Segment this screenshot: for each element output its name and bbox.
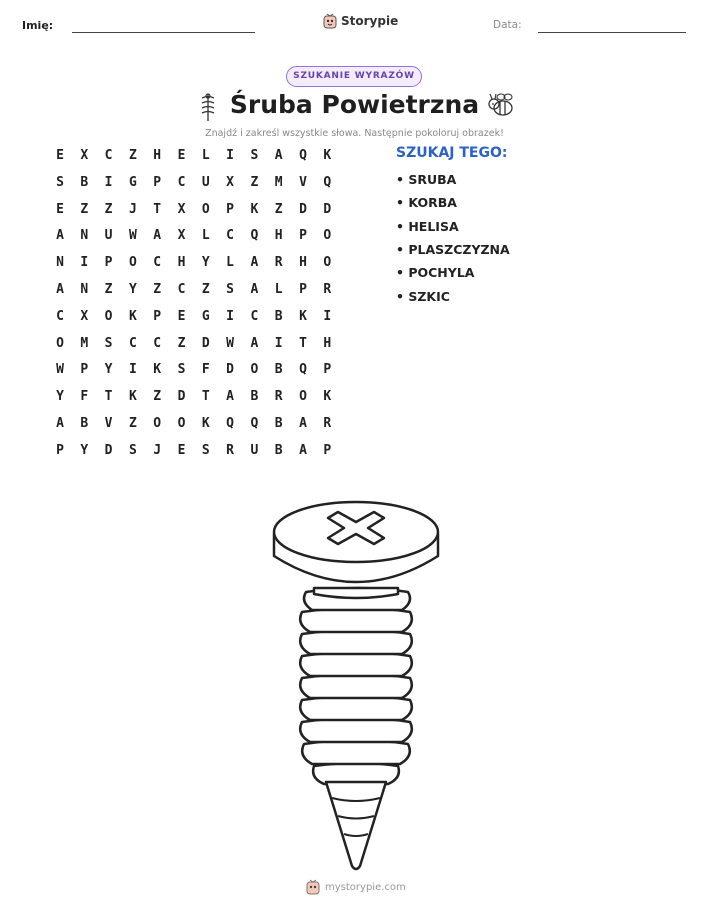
grid-letter: E (177, 442, 186, 458)
grid-letter: G (128, 174, 137, 190)
grid-letter: Z (128, 416, 137, 431)
brand-name: Storypie (341, 14, 399, 28)
grid-letter: O (56, 335, 64, 351)
grid-letter: I (226, 148, 234, 163)
grid-letter: I (323, 308, 332, 324)
grid-letter: A (226, 389, 234, 405)
grid-letter: F (80, 389, 89, 405)
grid-letter: S (56, 174, 64, 190)
grid-letter: H (274, 228, 283, 244)
bee-icon (486, 91, 516, 119)
grid-letter: P (104, 255, 113, 271)
grid-letter: D (201, 335, 210, 351)
grid-letter: Z (177, 335, 186, 351)
grid-letter: K (250, 201, 259, 217)
grid-letter: P (299, 228, 307, 244)
grid-letter: C (104, 148, 113, 163)
grid-letter: O (323, 228, 332, 244)
grid-letter: Z (274, 201, 283, 217)
grid-letter: P (226, 201, 234, 217)
grid-letter: Y (201, 255, 210, 271)
grid-letter: B (274, 362, 283, 378)
grid-letter: K (128, 308, 137, 324)
grid-letter: X (177, 201, 186, 217)
grid-letter: K (201, 416, 210, 431)
grid-letter: A (299, 416, 307, 431)
grid-letter: I (80, 255, 89, 271)
grid-letter: L (201, 148, 210, 163)
grid-letter: Z (201, 282, 210, 297)
grid-letter: Y (104, 362, 113, 378)
grid-letter: P (153, 174, 162, 190)
grid-letter: D (177, 389, 186, 405)
grid-letter: Z (80, 201, 89, 217)
grid-letter: N (80, 282, 89, 297)
grid-letter: Q (226, 416, 234, 431)
grid-letter: E (177, 148, 186, 163)
grid-letter: V (104, 416, 113, 431)
grid-letter: C (226, 228, 234, 244)
grid-letter: Y (56, 389, 64, 405)
grid-letter: B (250, 389, 259, 405)
grid-letter: I (128, 362, 137, 378)
grid-letter: I (274, 335, 283, 351)
grid-letter: C (177, 174, 186, 190)
grid-letter: B (274, 442, 283, 458)
grid-letter: B (274, 416, 283, 431)
grid-letter: O (153, 416, 162, 431)
name-label: Imię: (22, 19, 54, 32)
grid-letter: Z (153, 282, 162, 297)
word-list-item: • SZKIC (396, 289, 450, 304)
grid-letter: Q (250, 228, 259, 244)
word-list-item: • SRUBA (396, 172, 457, 187)
grid-letter: X (177, 228, 186, 244)
grid-letter: D (226, 362, 234, 378)
grid-letter: A (250, 255, 259, 271)
grid-letter: H (323, 335, 332, 351)
grid-letter: B (80, 174, 89, 190)
grid-letter: R (323, 416, 332, 431)
grid-letter: O (128, 255, 137, 271)
grid-letter: Z (104, 201, 113, 217)
grid-letter: E (56, 148, 64, 163)
grid-letter: L (201, 228, 210, 244)
grid-letter: U (201, 174, 210, 190)
grid-letter: S (201, 442, 210, 458)
footer (306, 879, 406, 895)
grid-letter: X (80, 148, 89, 163)
word-list-item: • PLASZCZYZNA (396, 242, 510, 257)
grid-letter: X (80, 308, 89, 324)
grid-letter: M (80, 335, 89, 351)
grid-letter: D (299, 201, 307, 217)
grid-letter: C (128, 335, 137, 351)
grid-letter: A (299, 442, 307, 458)
page-title: Śruba Powietrzna (229, 90, 480, 119)
grid-letter: R (226, 442, 234, 458)
grid-letter: K (323, 148, 332, 163)
grid-letter: P (323, 362, 332, 378)
grid-letter: V (299, 174, 307, 190)
activity-badge: SZUKANIE WYRAZÓW (286, 66, 422, 87)
grid-letter: Z (104, 282, 113, 297)
grid-letter: D (104, 442, 113, 458)
grid-letter: S (104, 335, 113, 351)
grid-letter: A (250, 282, 259, 297)
grid-letter: L (274, 282, 283, 297)
date-line (538, 32, 686, 33)
grid-letter: B (274, 308, 283, 324)
grid-letter: A (56, 228, 64, 244)
screw-illustration (268, 498, 444, 878)
grid-letter: A (250, 335, 259, 351)
grid-letter: P (56, 442, 64, 458)
storypie-logo-icon (323, 13, 337, 29)
grid-letter: G (201, 308, 210, 324)
grid-letter: L (226, 255, 234, 271)
grid-letter: J (128, 201, 137, 217)
grid-letter: K (299, 308, 307, 324)
grid-letter: J (153, 442, 162, 458)
grid-letter: O (177, 416, 186, 431)
footer-url: mystorypie.com (325, 881, 406, 893)
grid-letter: O (299, 389, 307, 405)
grid-letter: D (323, 201, 332, 217)
grid-letter: Y (80, 442, 89, 458)
grid-letter: P (80, 362, 89, 378)
date-label: Data: (493, 19, 522, 31)
grid-letter: Z (128, 148, 137, 163)
grid-letter: P (153, 308, 162, 324)
name-line (72, 32, 255, 33)
grid-letter: K (128, 389, 137, 405)
grid-letter: K (153, 362, 162, 378)
storypie-logo-icon (306, 879, 320, 895)
word-list-item: • POCHYLA (396, 265, 475, 280)
grid-letter: E (56, 201, 64, 217)
grid-letter: C (153, 335, 162, 351)
grid-letter: T (201, 389, 210, 405)
grid-letter: A (274, 148, 283, 163)
grid-letter: E (177, 308, 186, 324)
instructions: Znajdź i zakreśl wszystkie słowa. Następnie pokoloruj obrazek! (205, 128, 504, 139)
grid-letter: U (250, 442, 259, 458)
grid-letter: R (274, 255, 283, 271)
grid-letter: Q (299, 362, 307, 378)
grid-letter: A (153, 228, 162, 244)
grid-letter: S (177, 362, 186, 378)
grid-letter: R (274, 389, 283, 405)
grid-letter: X (226, 174, 234, 190)
grid-letter: C (177, 282, 186, 297)
grid-letter: T (153, 201, 162, 217)
grid-letter: N (80, 228, 89, 244)
grid-letter: P (323, 442, 332, 458)
grid-letter: Z (250, 174, 259, 190)
grid-letter: S (128, 442, 137, 458)
word-list-item: • KORBA (396, 195, 457, 210)
grid-letter: S (250, 148, 259, 163)
grid-letter: K (323, 389, 332, 405)
grid-letter: O (104, 308, 113, 324)
grid-letter: T (104, 389, 113, 405)
grid-letter: F (201, 362, 210, 378)
grid-letter: B (80, 416, 89, 431)
grid-letter: C (153, 255, 162, 271)
grid-letter: I (104, 174, 113, 190)
grid-letter: U (104, 228, 113, 244)
grid-letter: C (56, 308, 64, 324)
grid-letter: Q (299, 148, 307, 163)
grid-letter: W (56, 362, 64, 378)
grid-letter: M (274, 174, 283, 190)
grid-letter: Q (250, 416, 259, 431)
grid-letter: I (226, 308, 234, 324)
grid-letter: N (56, 255, 64, 271)
grid-letter: Z (153, 389, 162, 405)
grid-letter: H (299, 255, 307, 271)
grid-letter: C (250, 308, 259, 324)
grid-letter: H (177, 255, 186, 271)
grid-letter: P (299, 282, 307, 297)
grid-letter: O (250, 362, 259, 378)
grid-letter: Y (128, 282, 137, 297)
grid-letter: A (56, 416, 64, 431)
word-list-title: SZUKAJ TEGO: (396, 145, 508, 161)
grid-letter: R (323, 282, 332, 297)
grid-letter: T (299, 335, 307, 351)
grid-letter: W (226, 335, 234, 351)
grid-letter: S (226, 282, 234, 297)
grid-letter: A (56, 282, 64, 297)
brand-logo (323, 13, 398, 29)
grid-letter: O (323, 255, 332, 271)
grid-letter: H (153, 148, 162, 163)
grid-letter: Q (323, 174, 332, 190)
grid-letter: W (128, 228, 137, 244)
grid-letter: O (201, 201, 210, 217)
word-list-item: • HELISA (396, 219, 459, 234)
